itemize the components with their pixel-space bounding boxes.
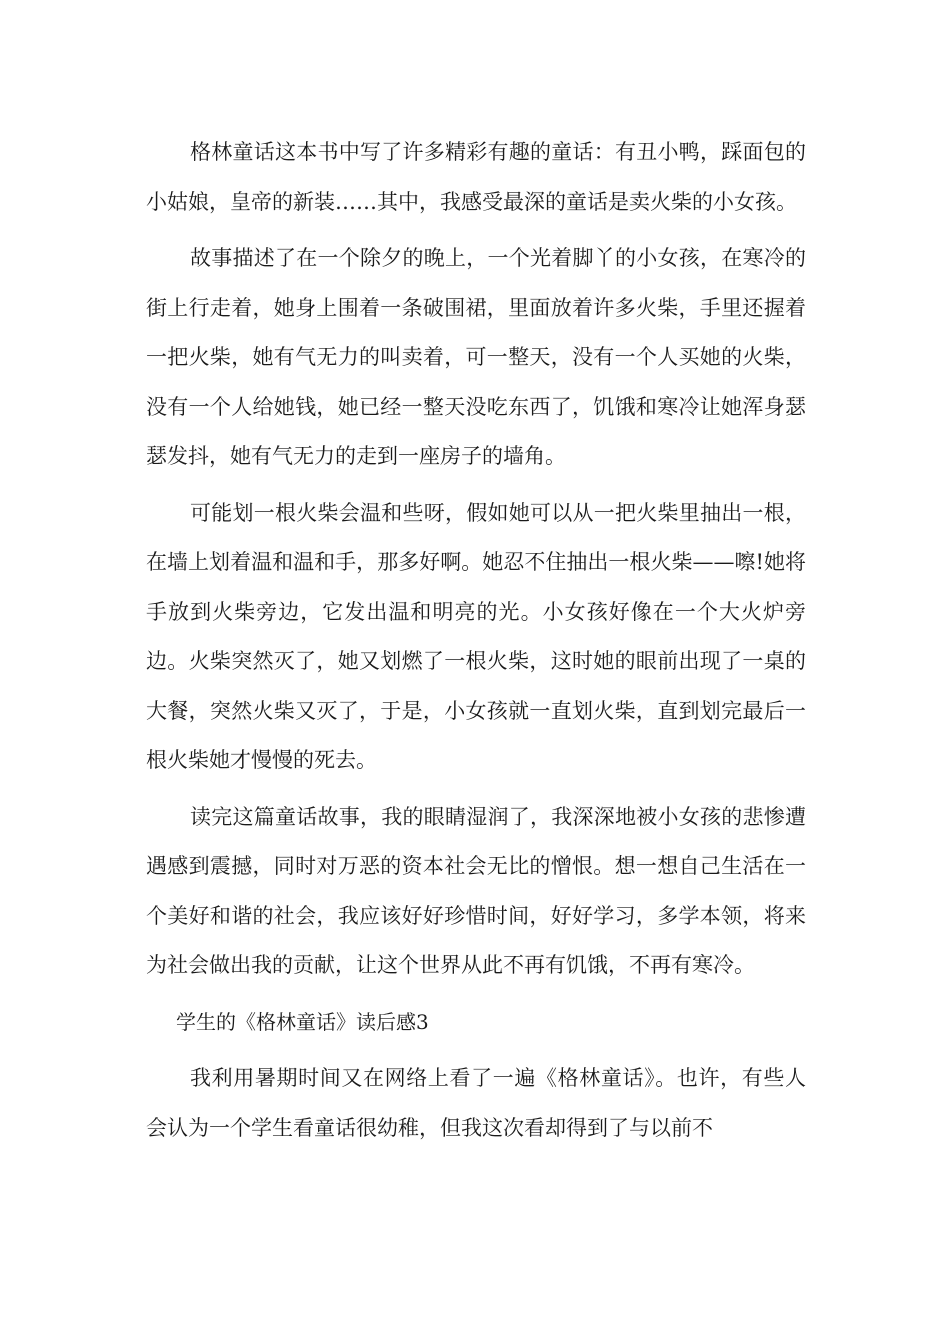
paragraph-story-summary: 故事描述了在一个除夕的晚上，一个光着脚丫的小女孩，在寒冷的街上行走着，她身上围着一条破围裙，里面放着许多火柴，手里还握着一把火柴，她有气无力的叫卖着，可一整天，没有一个人买她的火柴，没有一个人给她钱，她已经一整天没吃东西了，饥饿和寒冷让她浑身瑟瑟发抖，她有气无力的走到一座房子的墙角。 bbox=[146, 246, 806, 468]
paragraph-matches: 可能划一根火柴会温和些呀，假如她可以从一把火柴里抽出一根，在墙上划着温和温和手，那多好啊。她忍不住抽出一根火柴——嚓!她将手放到火柴旁边，它发出温和明亮的光。小女孩好像在一个大火炉旁边。火柴突然灭了，她又划燃了一根火柴，这时她的眼前出现了一桌的大餐，突然火柴又灭了，于是，小女孩就一直划火柴，直到划完最后一根火柴她才慢慢的死去。 bbox=[146, 500, 806, 772]
section-heading: 学生的《格林童话》读后感3 bbox=[176, 1009, 429, 1034]
paragraph-essay3-start: 我利用暑期时间又在网络上看了一遍《格林童话》。也许，有些人会认为一个学生看童话很幼稚，但我这次看却得到了与以前不 bbox=[146, 1066, 806, 1140]
paragraph-reflection: 读完这篇童话故事，我的眼睛湿润了，我深深地被小女孩的悲惨遭遇感到震撼，同时对万恶的资本社会无比的憎恨。想一想自己生活在一个美好和谐的社会，我应该好好珍惜时间，好好学习，多学本领，将来为社会做出我的贡献，让这个世界从此不再有饥饿，不再有寒冷。 bbox=[146, 804, 806, 977]
document-body bbox=[146, 128, 806, 1153]
paragraph-intro: 格林童话这本书中写了许多精彩有趣的童话：有丑小鸭，踩面包的小姑娘，皇帝的新装……其中，我感受最深的童话是卖火柴的小女孩。 bbox=[146, 140, 806, 214]
